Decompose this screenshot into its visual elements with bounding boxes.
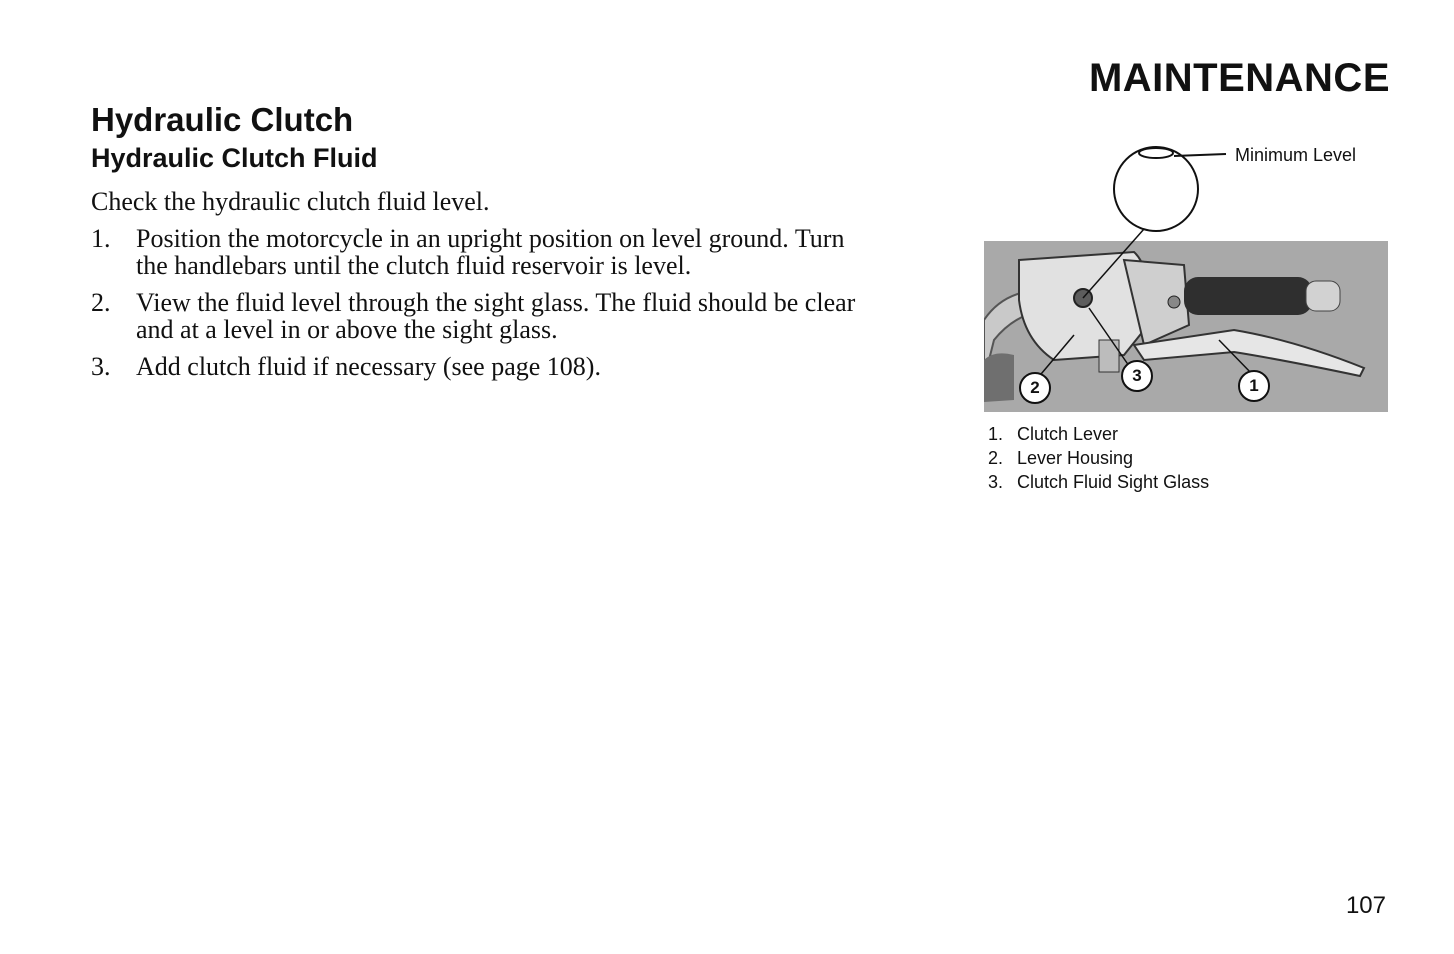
step-text: Position the motorcycle in an upright position on level ground. Turn the handlebars until the clutch fluid reservoir is level. (136, 224, 845, 280)
badge-3: 3 (1121, 360, 1153, 392)
minimum-level-leader (1174, 154, 1226, 156)
handle-grip (1184, 277, 1312, 315)
step-item (91, 225, 881, 279)
legend-label: Clutch Fluid Sight Glass (1017, 472, 1210, 492)
step-text: View the fluid level through the sight glass. The fluid should be clear and at a level in or above the sight glass. (136, 288, 856, 344)
page-title: Hydraulic Clutch (91, 101, 354, 138)
legend-number: 2. (988, 448, 1004, 468)
bar-end (1306, 281, 1340, 311)
legend-item (988, 446, 1209, 470)
badge-1: 1 (1238, 370, 1270, 402)
legend-item (988, 422, 1209, 446)
minimum-level-label: Minimum Level (1235, 145, 1357, 165)
legend-item (988, 470, 1209, 494)
intro-text: Check the hydraulic clutch fluid level. (91, 187, 490, 216)
figure-legend (988, 422, 1209, 494)
legend-label: Clutch Lever (1017, 424, 1119, 444)
page-subtitle: Hydraulic Clutch Fluid (91, 143, 378, 173)
legend-label: Lever Housing (1017, 448, 1134, 468)
page-number: 107 (1345, 892, 1386, 919)
step-text: Add clutch fluid if necessary (see page 108). (136, 352, 601, 381)
legend-number: 3. (988, 472, 1004, 492)
lower-fitting (1099, 340, 1119, 372)
section-header: MAINTENANCE (1088, 56, 1390, 100)
step-item (91, 289, 881, 343)
magnified-sight-glass (1114, 147, 1198, 231)
step-item (91, 353, 881, 380)
step-number: 3. (91, 352, 111, 381)
step-number: 2. (91, 288, 111, 317)
legend-number: 1. (988, 424, 1004, 444)
fluid-level-marker (1139, 148, 1173, 158)
page-content (91, 100, 881, 390)
badge-2: 2 (1019, 372, 1051, 404)
step-number: 1. (91, 224, 111, 253)
mount-shadow (984, 353, 1014, 402)
pivot-bolt (1168, 296, 1180, 308)
steps-list (91, 225, 881, 380)
